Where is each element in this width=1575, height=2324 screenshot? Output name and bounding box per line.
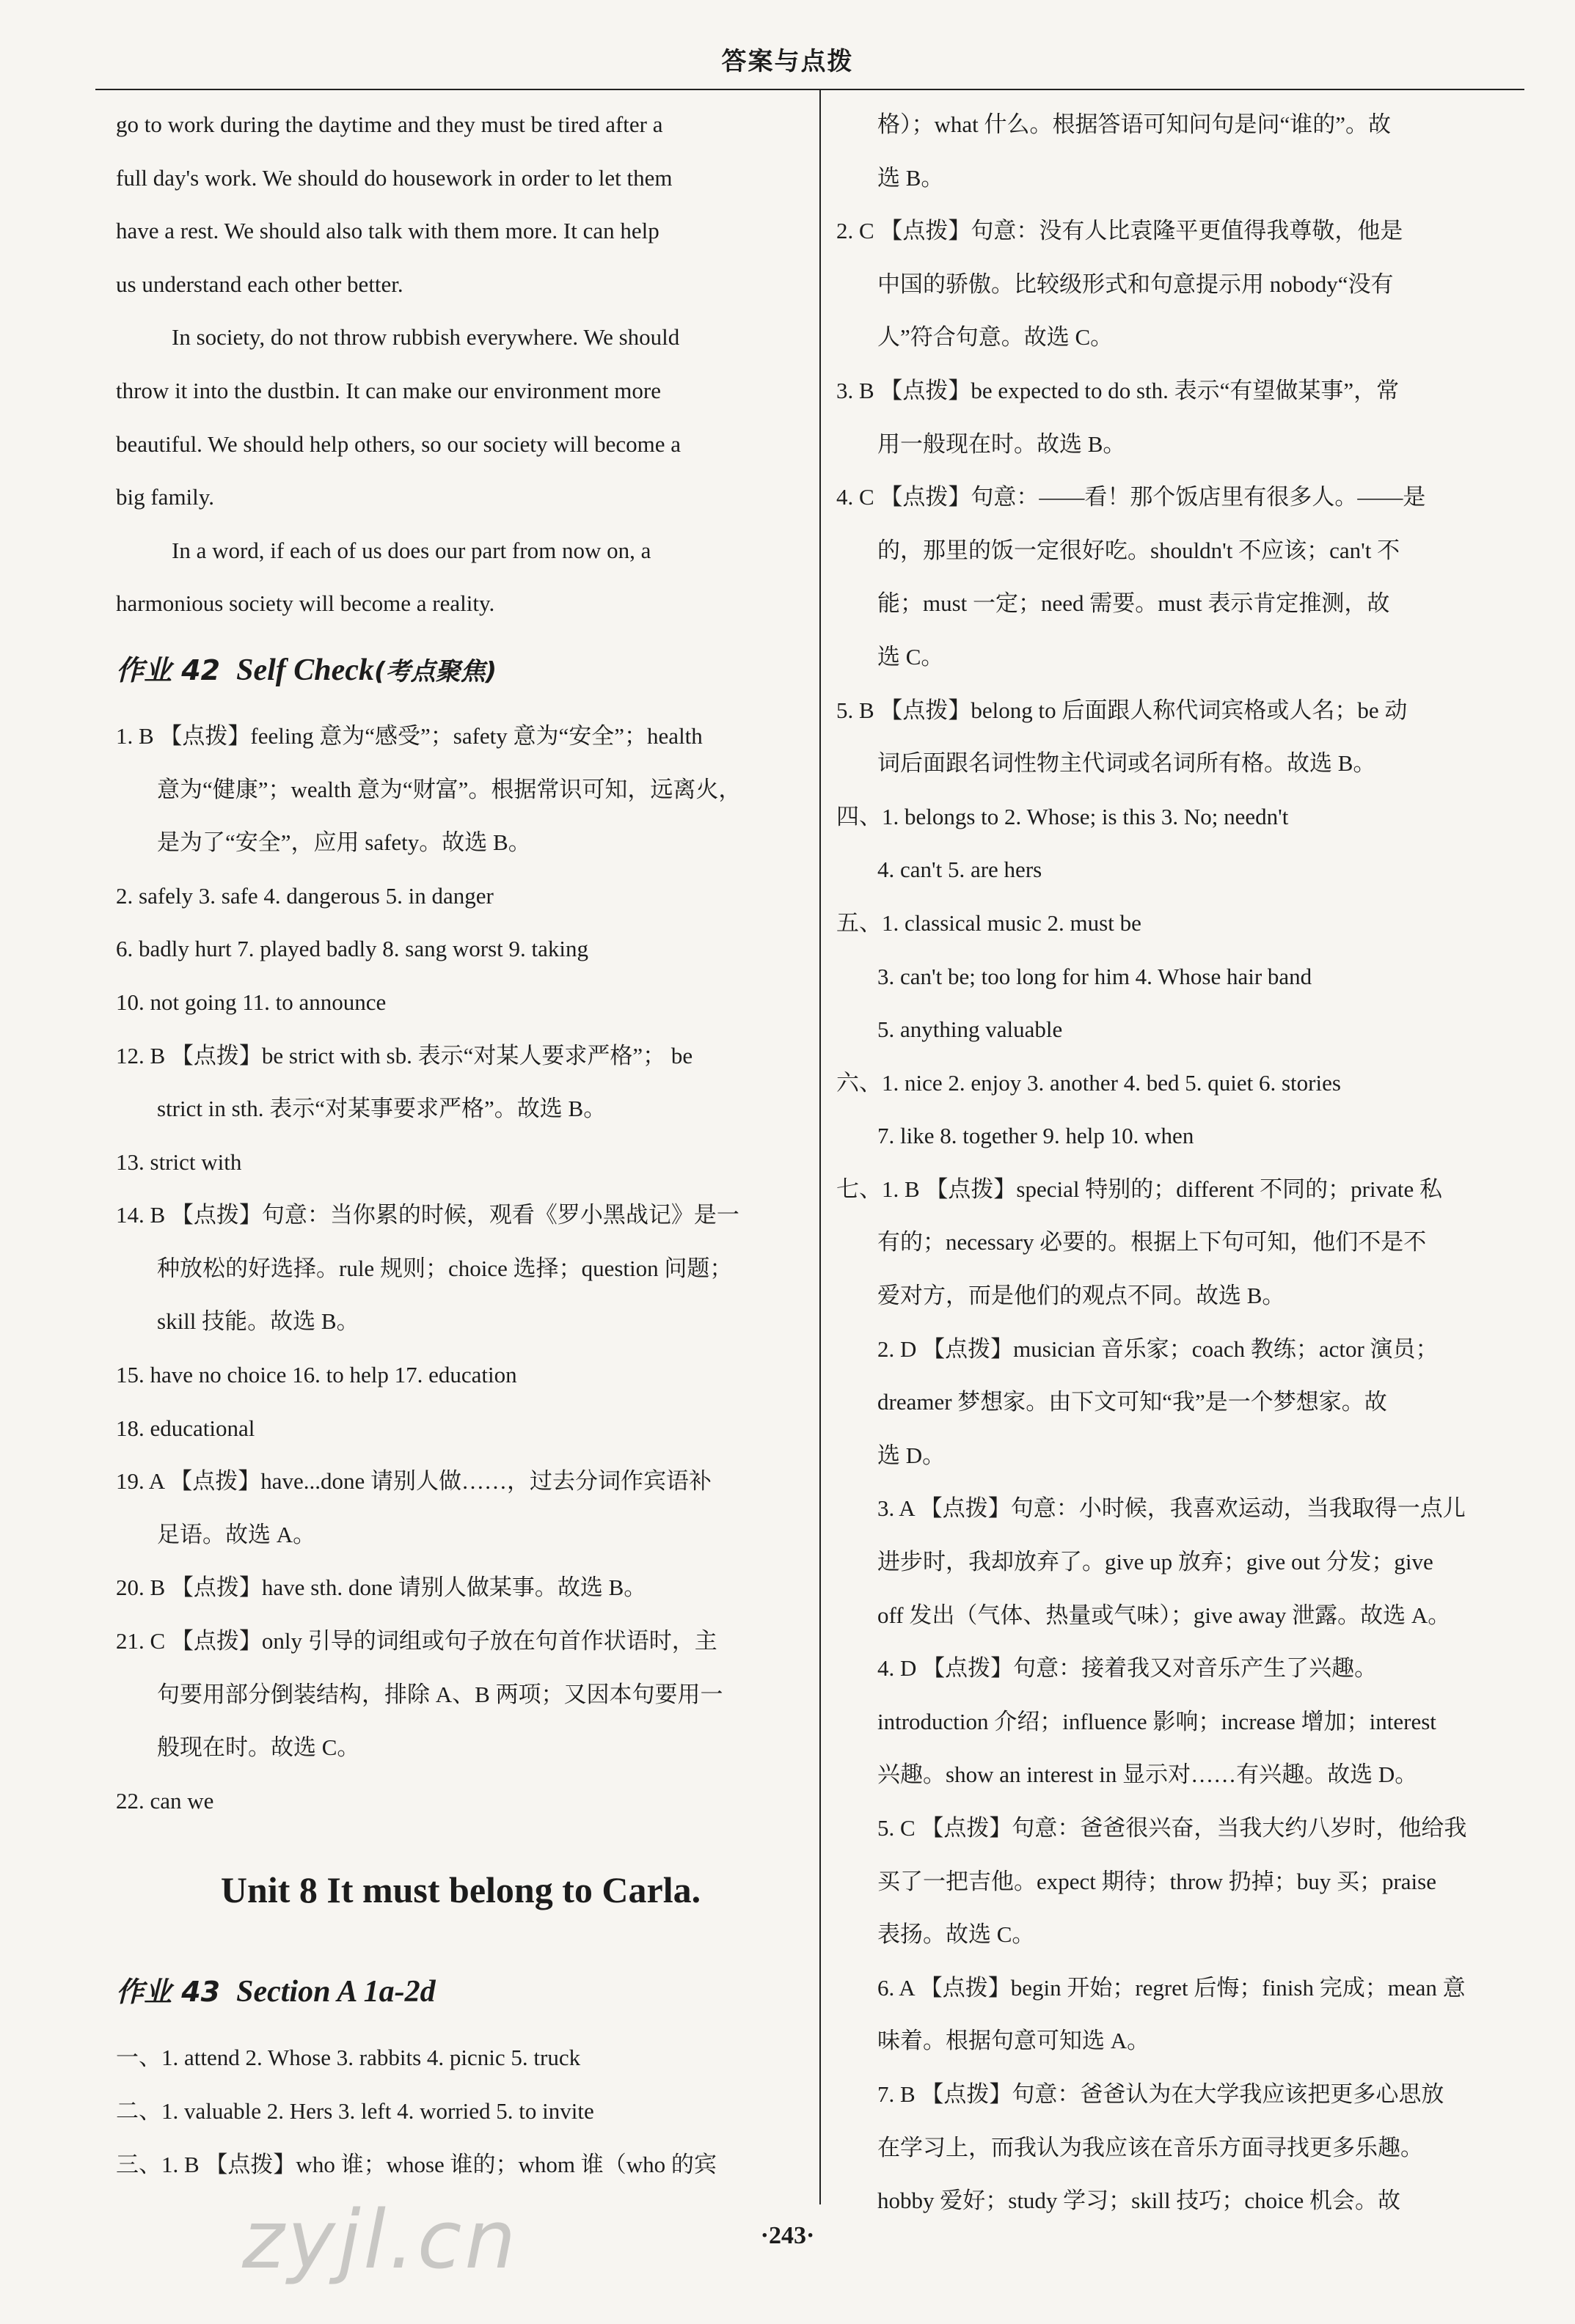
- answer-line: 3. A 【点拨】句意：小时候，我喜欢运动，当我取得一点儿: [877, 1495, 1466, 1522]
- answer-line: 兴趣。show an interest in 显示对……有兴趣。故选 D。: [877, 1762, 1418, 1788]
- answer-line: 人”符合句意。故选 C。: [877, 324, 1114, 351]
- page-number: ·243·: [760, 2222, 815, 2249]
- essay-line: In a word, if each of us does our part from now on, a: [172, 537, 651, 563]
- answer-line: 19. A 【点拨】have...done 请别人做……，过去分词作宾语补: [116, 1468, 712, 1495]
- answer-line: 2. C 【点拨】句意：没有人比袁隆平更值得我尊敬，他是: [836, 218, 1403, 244]
- answer-line: 13. strict with: [116, 1148, 242, 1175]
- answer-line: 选 B。: [877, 164, 944, 191]
- answer-line: 5. B 【点拨】belong to 后面跟人称代词宾格或人名；be 动: [836, 697, 1408, 723]
- answer-line: 21. C 【点拨】only 引导的词组或句子放在句首作状语时，主: [116, 1628, 717, 1654]
- answer-line: 能；must 一定；need 需要。must 表示肯定推测，故: [877, 590, 1390, 617]
- answer-line: 7. B 【点拨】句意：爸爸认为在大学我应该把更多心思放: [877, 2081, 1444, 2107]
- answer-line: off 发出（气体、热量或气味）；give away 泄露。故选 A。: [877, 1602, 1451, 1628]
- answer-line: skill 技能。故选 B。: [157, 1308, 359, 1335]
- homework-42-heading: [116, 631, 805, 710]
- answer-line: 三、1. B 【点拨】who 谁；whose 谁的；whom 谁（who 的宾: [116, 2151, 717, 2177]
- answer-line: 6. A 【点拨】begin 开始；regret 后悔；finish 完成；mean 意: [877, 1974, 1466, 2001]
- answer-line: 5. C 【点拨】句意：爸爸很兴奋，当我大约八岁时，他给我: [877, 1815, 1467, 1841]
- answer-line: 5. anything valuable: [877, 1016, 1063, 1043]
- answer-line: 六、1. nice 2. enjoy 3. another 4. bed 5. quiet 6. stories: [836, 1069, 1341, 1096]
- unit-8-title: Unit 8 It must belong to Carla.: [220, 1869, 701, 1911]
- answer-line: 种放松的好选择。rule 规则；choice 选择；question 问题；: [157, 1255, 733, 1281]
- answer-line: 在学习上，而我认为我应该在音乐方面寻找更多乐趣。: [877, 2134, 1423, 2160]
- essay-line: have a rest. We should also talk with them more. It can help: [116, 218, 659, 244]
- answer-line: 10. not going 11. to announce: [116, 989, 387, 1015]
- answer-line: hobby 爱好；study 学习；skill 技巧；choice 机会。故: [877, 2188, 1400, 2214]
- answer-line: 用一般现在时。故选 B。: [877, 430, 1126, 457]
- page-header-title: 答案与点拨: [721, 47, 854, 76]
- answer-line: 4. C 【点拨】句意：——看！那个饭店里有很多人。——是: [836, 484, 1426, 510]
- homework-label: 作业 42: [116, 653, 221, 686]
- answer-line: 的，那里的饭一定很好吃。shouldn't 不应该；can't 不: [877, 537, 1400, 563]
- answer-line: dreamer 梦想家。由下文可知“我”是一个梦想家。故: [877, 1389, 1387, 1415]
- answer-line: 7. like 8. together 9. help 10. when: [877, 1123, 1194, 1149]
- answer-line: 18. educational: [116, 1415, 255, 1441]
- answer-line: 表扬。故选 C。: [877, 1921, 1035, 1948]
- answer-line: 4. can't 5. are hers: [877, 857, 1042, 883]
- answer-line: introduction 介绍；influence 影响；increase 增加；interest: [877, 1708, 1436, 1734]
- answer-line: 15. have no choice 16. to help 17. education: [116, 1362, 517, 1388]
- answer-line: 3. B 【点拨】be expected to do sth. 表示“有望做某事”，常: [836, 377, 1400, 403]
- answer-line: 中国的骄傲。比较级形式和句意提示用 nobody“没有: [877, 271, 1394, 297]
- essay-line: harmonious society will become a reality.: [116, 590, 495, 617]
- answer-line: 爱对方，而是他们的观点不同。故选 B。: [877, 1283, 1285, 1309]
- answer-line: 句要用部分倒装结构，排除 A、B 两项；又因本句要用一: [157, 1681, 723, 1707]
- answer-line: 进步时，我却放弃了。give up 放弃；give out 分发；give: [877, 1549, 1433, 1575]
- section-title: Section A 1a-2d: [236, 1975, 436, 2009]
- answer-line: 3. can't be; too long for him 4. Whose hair band: [877, 963, 1312, 989]
- answer-line: 格）；what 什么。根据答语可知问句是问“谁的”。故: [877, 111, 1392, 137]
- answer-line: 选 D。: [877, 1442, 946, 1468]
- answer-line: strict in sth. 表示“对某事要求严格”。故选 B。: [157, 1096, 607, 1122]
- essay-line: throw it into the dustbin. It can make our environment more: [116, 377, 661, 403]
- essay-line: big family.: [116, 484, 215, 510]
- essay-line: In society, do not throw rubbish everywhere. We should: [172, 324, 680, 351]
- essay-line: go to work during the daytime and they must be tired after a: [116, 111, 663, 137]
- answer-line: 6. badly hurt 7. played badly 8. sang worst 9. taking: [116, 936, 589, 962]
- answer-line: 1. B 【点拨】feeling 意为“感受”；safety 意为“安全”；health: [116, 722, 703, 749]
- answer-line: 2. D 【点拨】musician 音乐家；coach 教练；actor 演员；: [877, 1335, 1439, 1362]
- essay-line: us understand each other better.: [116, 271, 403, 297]
- homework-43-heading: [116, 1952, 805, 2031]
- answer-line: 七、1. B 【点拨】special 特别的；different 不同的；private 私: [836, 1176, 1442, 1202]
- answer-line: 12. B 【点拨】be strict with sb. 表示“对某人要求严格”； be: [116, 1042, 693, 1068]
- watermark: zyjl.cn: [242, 2193, 519, 2287]
- homework-label: 作业 43: [116, 1976, 221, 2009]
- answer-line: 词后面跟名词性物主代词或名词所有格。故选 B。: [877, 750, 1376, 777]
- answer-line: 一、1. attend 2. Whose 3. rabbits 4. picnic 5. truck: [116, 2045, 581, 2071]
- answer-line: 五、1. classical music 2. must be: [836, 909, 1141, 936]
- left-column: [116, 98, 805, 2191]
- answer-line: 14. B 【点拨】句意：当你累的时候，观看《罗小黑战记》是一: [116, 1202, 739, 1228]
- essay-line: full day's work. We should do housework in order to let them: [116, 164, 673, 191]
- answer-line: 四、1. belongs to 2. Whose; is this 3. No; needn't: [836, 803, 1289, 829]
- column-divider: [819, 89, 821, 2204]
- answer-line: 4. D 【点拨】句意：接着我又对音乐产生了兴趣。: [877, 1655, 1378, 1682]
- answer-line: 2. safely 3. safe 4. dangerous 5. in danger: [116, 882, 494, 909]
- answer-line: 二、1. valuable 2. Hers 3. left 4. worried 5. to invite: [116, 2098, 594, 2124]
- answer-line: 买了一把吉他。expect 期待；throw 扔掉；buy 买；praise: [877, 1868, 1436, 1894]
- answer-line: 般现在时。故选 C。: [157, 1734, 360, 1761]
- answer-line: 20. B 【点拨】have sth. done 请别人做某事。故选 B。: [116, 1575, 647, 1601]
- answer-line: 足语。故选 A。: [157, 1521, 316, 1547]
- header-rule: [95, 89, 1524, 90]
- answer-line: 选 C。: [877, 643, 944, 670]
- section-title: Self Check: [236, 653, 374, 687]
- answer-line: 是为了“安全”，应用 safety。故选 B。: [157, 829, 531, 856]
- answer-line: 22. can we: [116, 1787, 214, 1814]
- essay-line: beautiful. We should help others, so our society will become a: [116, 430, 681, 457]
- right-column: [836, 98, 1533, 2228]
- answer-line: 有的；necessary 必要的。根据上下句可知，他们不是不: [877, 1229, 1427, 1256]
- answer-line: 意为“健康”；wealth 意为“财富”。根据常识可知，远离火，: [157, 776, 742, 802]
- section-subtitle: (考点聚焦): [373, 656, 497, 686]
- answer-line: 味着。根据句意可知选 A。: [877, 2028, 1150, 2054]
